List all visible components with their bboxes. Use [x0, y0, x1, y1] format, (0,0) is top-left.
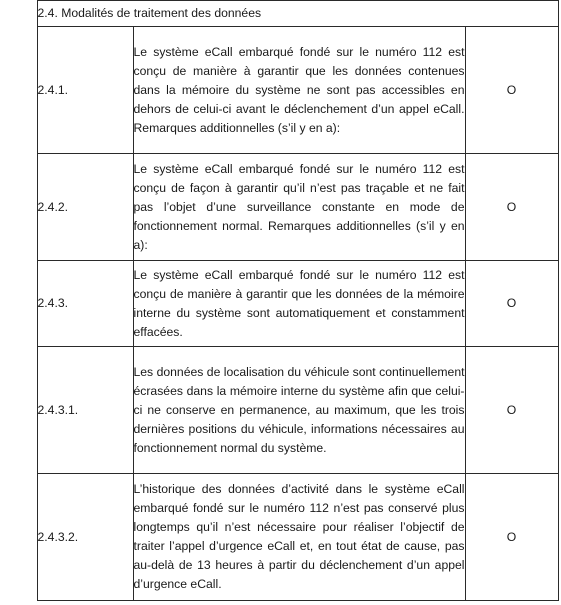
row-number: 2.4.3.1.	[37, 347, 133, 474]
left-gutter	[0, 1, 37, 601]
row-value: O	[465, 154, 558, 261]
right-gutter	[558, 1, 559, 601]
row-value: O	[465, 474, 558, 601]
row-description: Le système eCall embarqué fondé sur le numéro 112 est conçu de façon à garantir qu’il n’est pas traçable et ne fait pas l’objet d’une surveillance constante en mode de fonctionnement normal. Remarques additionnelles (s’il y en a):	[133, 154, 465, 261]
row-description: L’historique des données d’activité dans le système eCall embarqué fondé sur le numéro 112 n’est pas conservé plus longtemps qu’il n’est nécessaire pour réaliser l’objectif de traiter l’appel d’urgence eCall et, en tout état de cause, pas au-delà de 13 heures à partir du déclenchement d’un appel d’urgence eCall.	[133, 474, 465, 601]
row-value: O	[465, 347, 558, 474]
row-description: Les données de localisation du véhicule sont continuellement écrasées dans la mémoire interne du système afin que celui-ci ne conserve en permanence, au maximum, que les trois dernières positions du véhicule, informations nécessaires au fonctionnement normal du système.	[133, 347, 465, 474]
row-number: 2.4.1.	[37, 27, 133, 154]
row-description: Le système eCall embarqué fondé sur le numéro 112 est conçu de manière à garantir que les données contenues dans la mémoire du système ne sont pas accessibles en dehors de celui-ci avant le déclenchement d’un appel eCall. Remarques additionnelles (s’il y en a):	[133, 27, 465, 154]
table-row	[0, 154, 559, 261]
row-value: O	[465, 261, 558, 347]
row-number: 2.4.2.	[37, 154, 133, 261]
table-row	[0, 347, 559, 474]
section-header-row	[0, 1, 559, 27]
row-description: Le système eCall embarqué fondé sur le numéro 112 est conçu de manière à garantir que les données de la mémoire interne du système sont automatiquement et constamment effacées.	[133, 261, 465, 347]
row-value: O	[465, 27, 558, 154]
table-row	[0, 27, 559, 154]
row-number: 2.4.3.2.	[37, 474, 133, 601]
section-title: 2.4. Modalités de traitement des données	[37, 1, 558, 27]
table-row	[0, 261, 559, 347]
row-number: 2.4.3.	[37, 261, 133, 347]
table-row	[0, 474, 559, 601]
